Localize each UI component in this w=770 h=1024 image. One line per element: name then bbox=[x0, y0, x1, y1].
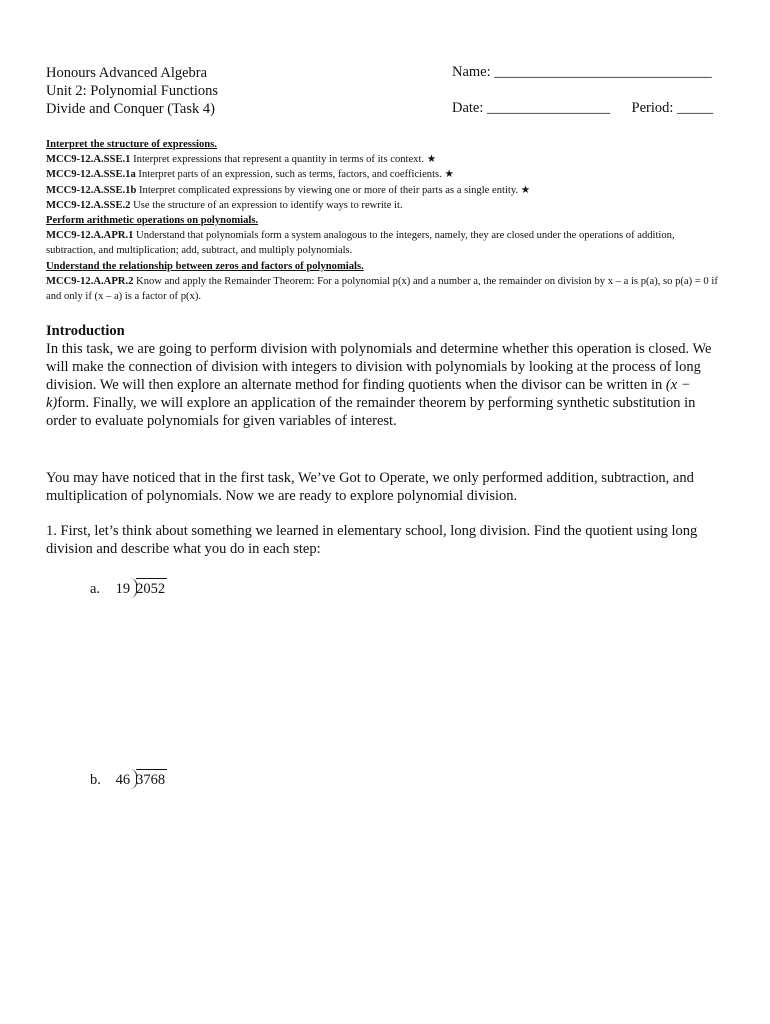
standard-code: MCC9-12.A.SSE.1b bbox=[46, 184, 137, 196]
polynomial-division-paragraph: You may have noticed that in the first task, We’ve Got to Operate, we only performed addition, subtraction, and multiplication of polynomials. Now we are ready to explore polynomial division. bbox=[46, 470, 694, 504]
problem-label: a. bbox=[90, 581, 101, 597]
dividend: 2052 bbox=[136, 581, 166, 597]
period-field: Period: _____ bbox=[631, 100, 714, 116]
standard-item bbox=[46, 167, 726, 182]
standards-heading-structure: Interpret the structure of expressions. bbox=[46, 139, 217, 150]
standard-text: Interpret parts of an expression, such as terms, factors, and coefficients. ★ bbox=[135, 169, 454, 181]
problem-a bbox=[90, 581, 167, 598]
standard-text: Use the structure of an expression to identify ways to rewrite it. bbox=[130, 199, 403, 211]
standard-code: MCC9-12.A.SSE.1a bbox=[46, 169, 136, 181]
dividend: 3768 bbox=[136, 772, 166, 788]
problem-b bbox=[90, 772, 167, 789]
standard-item bbox=[46, 152, 726, 167]
introduction-heading: Introduction bbox=[46, 323, 125, 339]
long-division-bracket bbox=[130, 772, 167, 789]
introduction-text bbox=[46, 340, 726, 430]
standards-heading-zeros: Understand the relationship between zeros and factors of polynomials. bbox=[46, 260, 364, 272]
divisor: 46 bbox=[115, 772, 131, 788]
date-period-line bbox=[452, 100, 713, 117]
standard-item bbox=[46, 228, 726, 258]
introduction-section bbox=[46, 322, 726, 430]
problem-label: b. bbox=[90, 772, 101, 788]
question-1-prompt: 1. First, let’s think about something we learned in elementary school, long division. Find the quotient using long division and describe what you do in each step: bbox=[46, 523, 698, 557]
date-field: Date: _________________ bbox=[452, 100, 611, 116]
course-header bbox=[46, 64, 218, 118]
standard-code: MCC9-12.A.APR.2 bbox=[46, 275, 134, 287]
task-title: Divide and Conquer (Task 4) bbox=[46, 101, 215, 117]
standard-code: MCC9-12.A.APR.1 bbox=[46, 230, 134, 242]
standard-code: MCC9-12.A.SSE.2 bbox=[46, 199, 131, 211]
standard-text: Interpret expressions that represent a quantity in terms of its context. ★ bbox=[130, 154, 437, 166]
standard-code: MCC9-12.A.SSE.1 bbox=[46, 154, 131, 166]
standards-heading-arithmetic: Perform arithmetic operations on polynomials. bbox=[46, 215, 259, 227]
unit-title: Unit 2: Polynomial Functions bbox=[46, 83, 218, 99]
standard-text: Understand that polynomials form a system analogous to the integers, namely, they are closed under the operations of addition, subtraction, and multiplication; add, subtract, and multiply polynomials. bbox=[46, 230, 675, 257]
standards-section bbox=[46, 137, 726, 304]
standard-text: Know and apply the Remainder Theorem: For a polynomial p(x) and a number a, the remainder on division by x – a is p(a), so p(a) = 0 if and only if (x – a) is a factor of p(x). bbox=[46, 275, 718, 303]
x-minus-k-expression: (x − k) bbox=[46, 377, 691, 411]
standard-item bbox=[46, 183, 726, 198]
name-field: Name: ______________________________ bbox=[452, 64, 712, 80]
standard-item bbox=[46, 198, 726, 213]
course-title: Honours Advanced Algebra bbox=[46, 65, 208, 81]
standard-item bbox=[46, 274, 726, 304]
standard-text: Interpret complicated expressions by viewing one or more of their parts as a single entity. ★ bbox=[136, 184, 531, 196]
intro-text-a: In this task, we are going to perform division with polynomials and determine whether this operation is closed. We will make the connection of division with integers to division with polynomials by looking at the process of long division. We will then explore an alternate method for finding quotients when the divisor can be written in bbox=[46, 341, 712, 393]
long-division-bracket bbox=[130, 581, 167, 598]
intro-text-b: form. Finally, we will explore an application of the remainder theorem by performing synthetic substitution in order to evaluate polynomials for given variables of interest. bbox=[46, 395, 696, 429]
divisor: 19 bbox=[115, 581, 131, 597]
